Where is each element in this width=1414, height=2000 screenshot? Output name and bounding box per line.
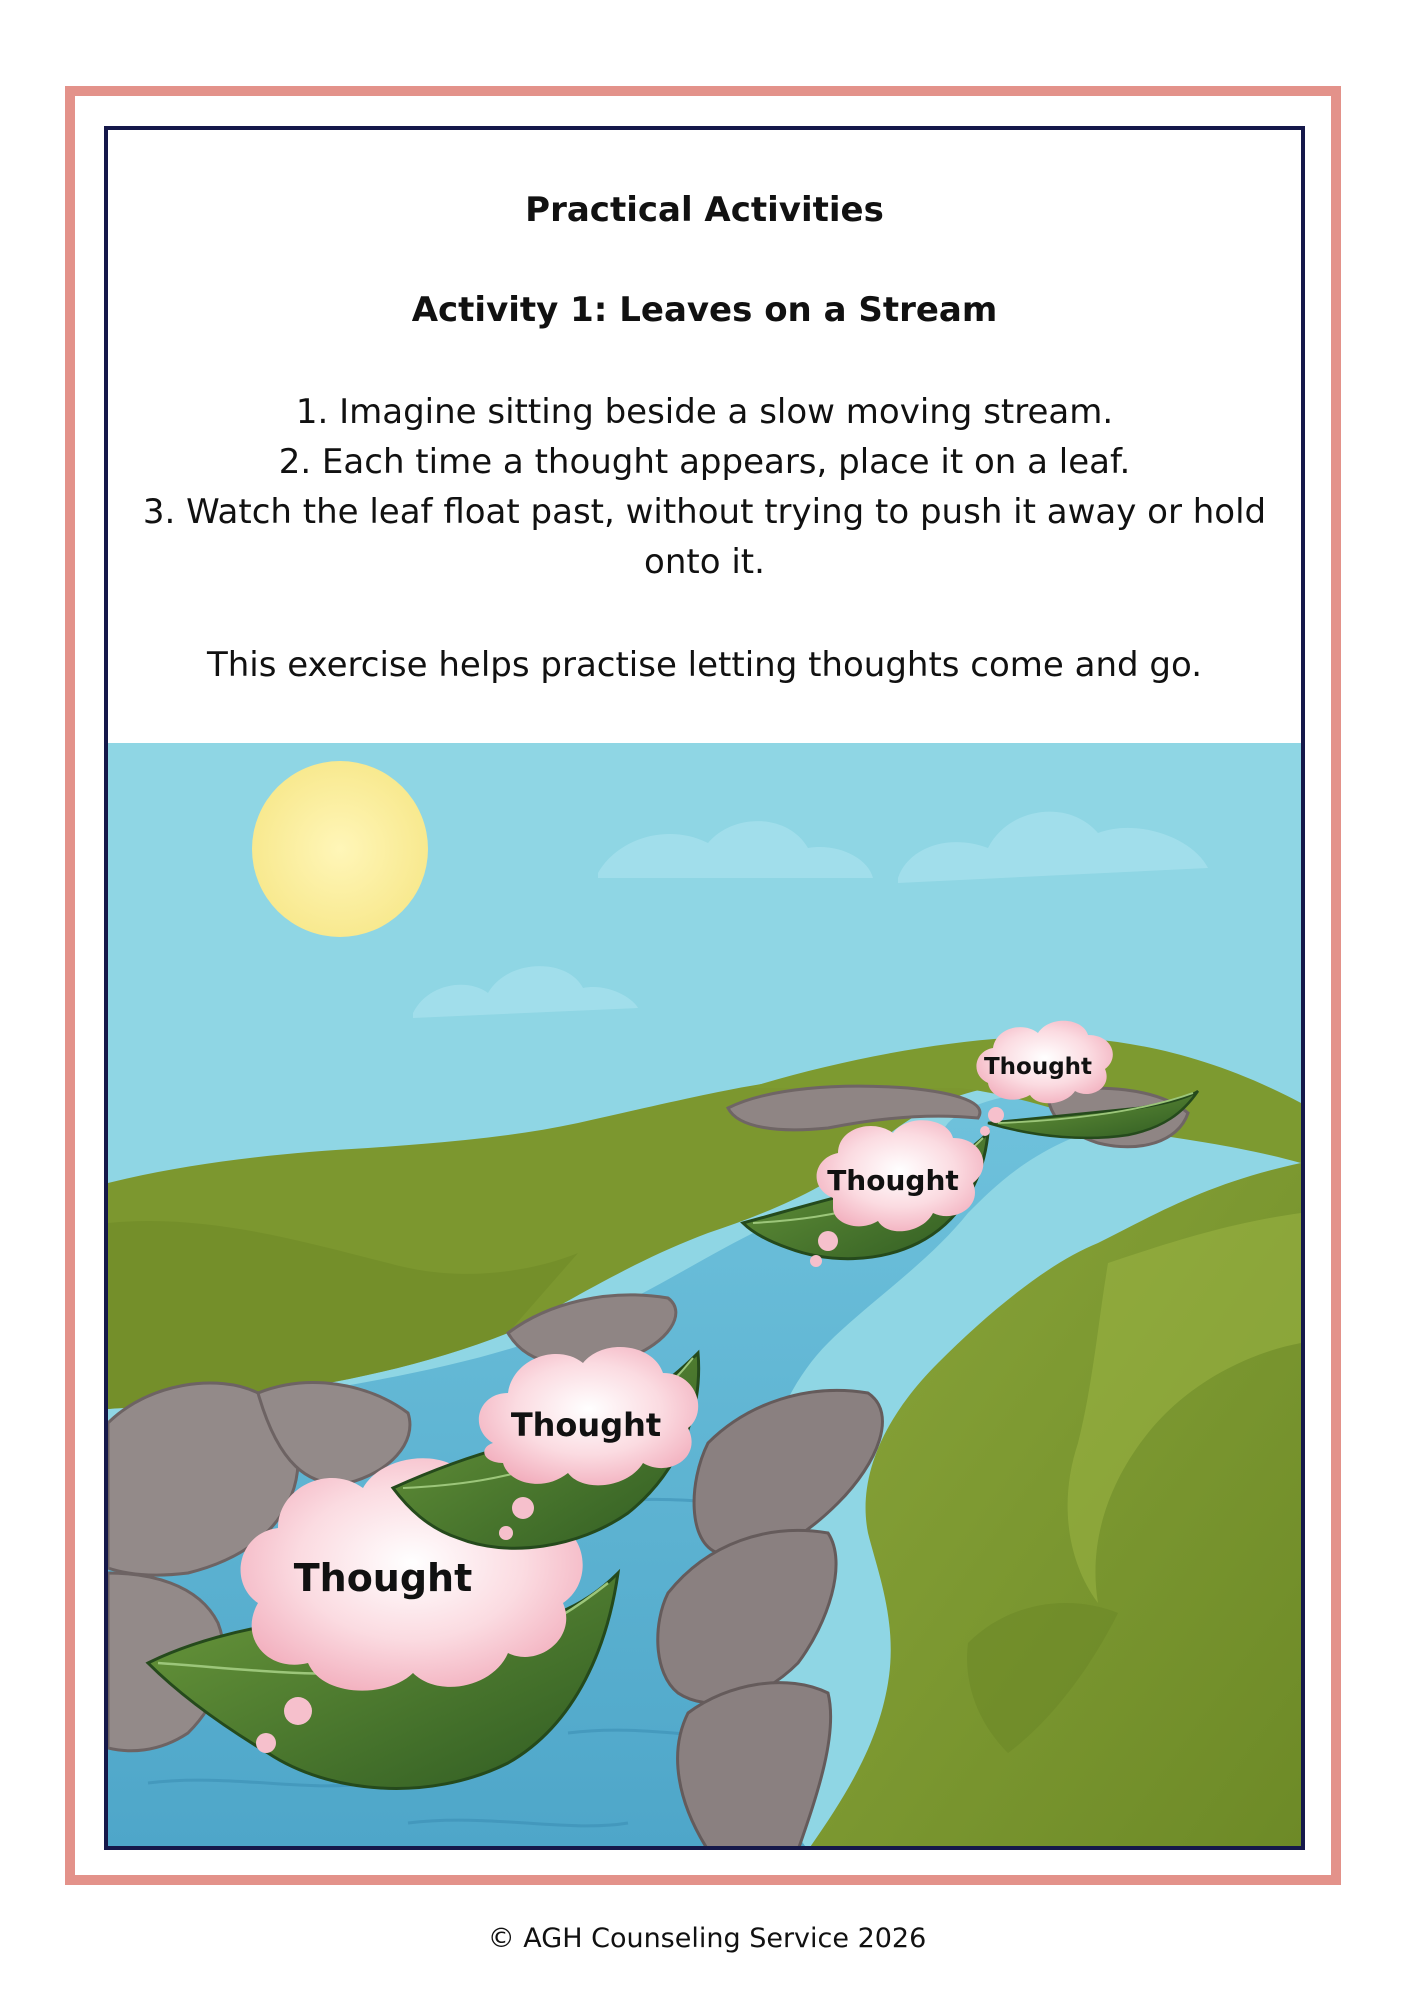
step-item: 1. Imagine sitting beside a slow moving stream. (295, 392, 1114, 432)
content-frame (104, 126, 1305, 1850)
thought-label: Thought (827, 1164, 959, 1197)
activity-text-block (108, 130, 1301, 745)
step-item: 2. Each time a thought appears, place it on a leaf. (278, 442, 1131, 482)
activity-title: Activity 1: Leaves on a Stream (411, 290, 998, 330)
footer-copyright: © AGH Counseling Service 2026 (487, 1923, 927, 1954)
sun-icon (252, 761, 428, 937)
thought-label: Thought (983, 1054, 1093, 1080)
activity-summary: This exercise helps practise letting thoughts come and go. (206, 645, 1203, 685)
activity-steps (138, 387, 1271, 587)
step-item: 3. Watch the leaf float past, without trying to push it away or hold onto it. (142, 492, 1267, 582)
thought-label: Thought (293, 1556, 473, 1600)
thought-label: Thought (510, 1406, 662, 1444)
page-title: Practical Activities (525, 190, 884, 230)
stream-illustration (108, 743, 1301, 1850)
